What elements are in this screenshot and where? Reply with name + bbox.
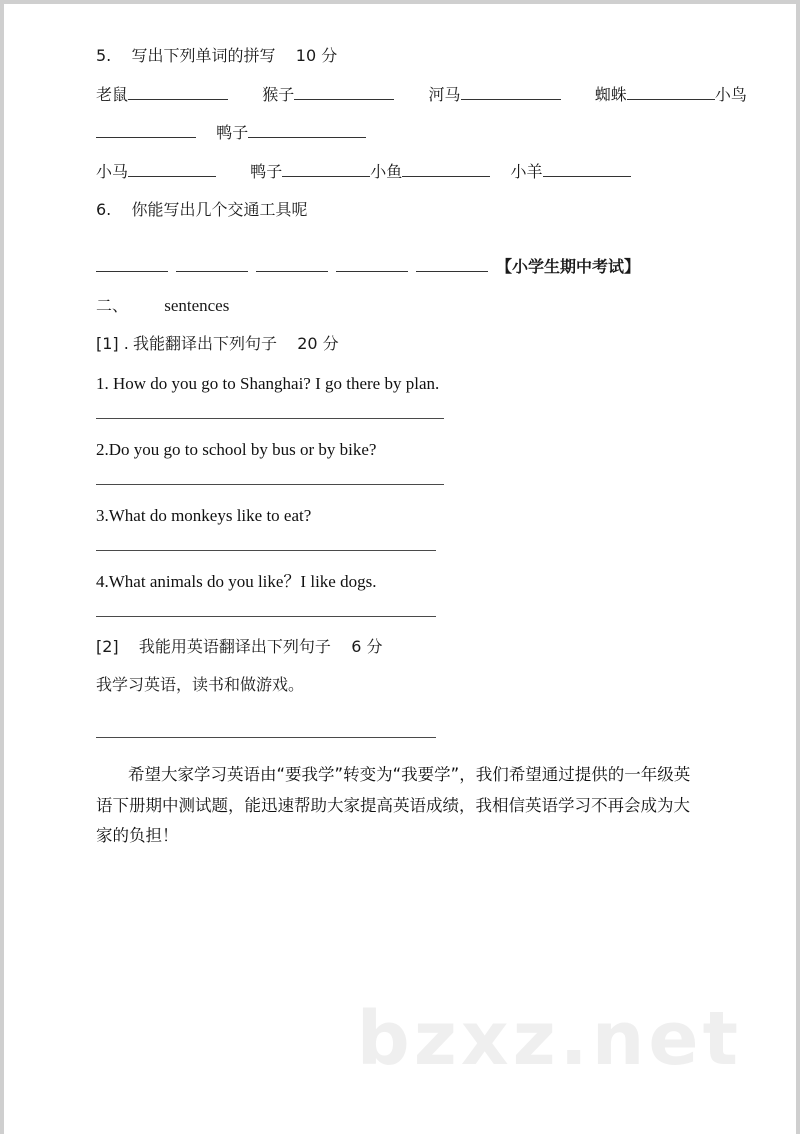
part-2-score: 6 分 <box>351 636 383 656</box>
translate-question-1: 1. How do you go to Shanghai? I go there by plan. <box>96 373 440 393</box>
part-2-number: [2] <box>96 636 119 656</box>
question-5-row-2 <box>96 125 716 142</box>
question-5-row-3 <box>96 161 716 181</box>
answer-blank[interactable] <box>294 99 394 100</box>
translate-question-2: 2.Do you go to school by bus or by bike? <box>96 439 377 459</box>
section-2-heading <box>96 297 716 314</box>
word-label-fish: 小鱼 <box>370 161 403 181</box>
answer-blank[interactable] <box>627 99 715 100</box>
page-edge-top <box>0 0 800 4</box>
question-5-heading <box>96 48 716 65</box>
page-edge-right <box>796 0 800 1134</box>
answer-blank[interactable] <box>461 99 561 100</box>
exam-note: 【小学生期中考试】 <box>496 256 641 276</box>
word-label-duck: 鸭子 <box>216 123 249 142</box>
question-6-title: 你能写出几个交通工具呢 <box>131 200 308 219</box>
document-content <box>96 46 747 852</box>
part-2-heading <box>96 636 716 656</box>
answer-blank[interactable] <box>128 176 216 177</box>
answer-blank[interactable] <box>128 99 228 100</box>
translate-question-4: 4.What animals do you like？I like dogs. <box>96 571 377 591</box>
part-1-number: [1] . <box>96 334 129 353</box>
translate-question-3: 3.What do monkeys like to eat? <box>96 505 312 525</box>
word-label-lamb: 小羊 <box>510 161 543 181</box>
closing-paragraph: 希望大家学习英语由“要我学”转变为“我要学”，我们希望通过提供的一年级英语下册期中测试题，能迅速帮助大家提高英语成绩，我相信英语学习不再会成为大家的负担！ <box>96 765 691 846</box>
word-label-spider: 蜘蛛 <box>594 84 627 104</box>
word-label-duck2: 鸭子 <box>250 161 283 181</box>
answer-line[interactable] <box>96 550 436 551</box>
part-1-score: 20 分 <box>297 334 339 353</box>
answer-blank[interactable] <box>96 137 196 138</box>
answer-blank[interactable] <box>248 137 366 138</box>
part-2-sentence: 我学习英语，读书和做游戏。 <box>96 675 305 694</box>
word-label-bird: 小鸟 <box>714 84 747 104</box>
answer-line[interactable] <box>96 484 444 485</box>
answer-blank[interactable] <box>402 176 490 177</box>
section-2-label: 二、 <box>96 296 129 315</box>
answer-blank[interactable] <box>176 271 248 272</box>
answer-blank[interactable] <box>336 271 408 272</box>
question-6-number: 6. <box>96 200 112 219</box>
answer-line[interactable] <box>96 616 436 617</box>
watermark: bzxz.net <box>356 996 742 1082</box>
word-label-hippo: 河马 <box>428 84 461 104</box>
word-label-monkey: 猴子 <box>262 84 295 104</box>
answer-blank[interactable] <box>543 176 631 177</box>
answer-line[interactable] <box>96 737 436 738</box>
answer-blank[interactable] <box>96 271 168 272</box>
answer-blank[interactable] <box>416 271 488 272</box>
question-6-heading <box>96 202 716 219</box>
part-1-heading <box>96 336 716 353</box>
question-5-row-1 <box>96 84 747 104</box>
page-edge-left <box>0 0 4 1134</box>
question-5-score: 10 分 <box>295 46 338 65</box>
question-6-blanks-row <box>96 256 716 276</box>
answer-line[interactable] <box>96 418 444 419</box>
word-label-mouse: 老鼠 <box>96 84 129 104</box>
word-label-pony: 小马 <box>96 161 129 181</box>
part-2-title: 我能用英语翻译出下列句子 <box>138 636 331 656</box>
answer-blank[interactable] <box>256 271 328 272</box>
section-2-name: sentences <box>164 296 230 315</box>
question-5-title: 写出下列单词的拼写 <box>131 46 276 65</box>
question-5-number: 5. <box>96 46 112 65</box>
answer-blank[interactable] <box>282 176 370 177</box>
part-1-title: 我能翻译出下列句子 <box>132 334 277 353</box>
